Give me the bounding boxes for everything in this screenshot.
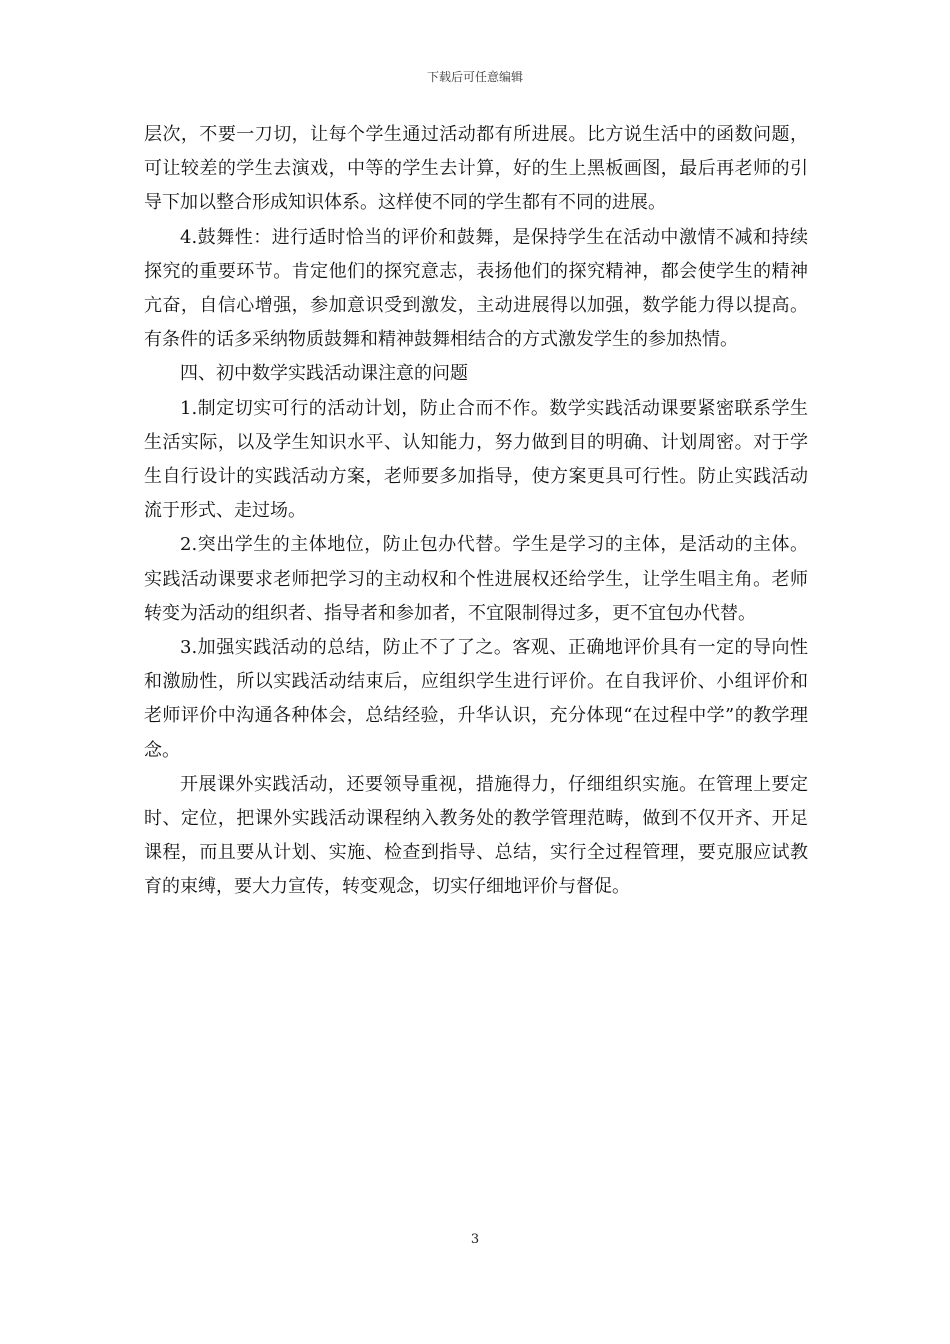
paragraph-management: 开展课外实践活动，还要领导重视，措施得力，仔细组织实施。在管理上要定时、定位，把课外实践活动课程纳入教务处的教学管理范畴，做到不仅开齐、开足课程，而且要从计划、实施、检查到指导、总结，实行全过程管理，要克服应试教育的束缚，要大力宣传，转变观念，切实仔细地评价与督促。 (144, 773, 808, 898)
paragraph-summary: 3.加强实践活动的总结，防止不了了之。客观、正确地评价具有一定的导向性和激励性，所以实践活动结束后，应组织学生进行评价。在自我评价、小组评价和老师评价中沟通各种体会，总结经验，升华认识，充分体现“在过程中学”的教学理念。 (144, 637, 808, 761)
paragraph-activity-plan: 1.制定切实可行的活动计划，防止合而不作。数学实践活动课要紧密联系学生生活实际，以及学生知识水平、认知能力，努力做到目的明确、计划周密。对于学生自行设计的实践活动方案，老师要多加指导，使方案更具可行性。防止实践活动流于形式、走过场。 (144, 397, 808, 522)
document-body (144, 118, 808, 905)
section-heading: 四、初中数学实践活动课注意的问题 (180, 363, 468, 385)
paragraph-continuation: 层次，不要一刀切，让每个学生通过活动都有所进展。比方说生活中的函数问题，可让较差的学生去演戏，中等的学生去计算，好的生上黑板画图，最后再老师的引导下加以整合形成知识体系。这样使不同的学生都有不同的进展。 (144, 124, 808, 214)
paragraph-student-role: 2.突出学生的主体地位，防止包办代替。学生是学习的主体，是活动的主体。实践活动课要求老师把学习的主动权和个性进展权还给学生，让学生唱主角。老师转变为活动的组织者、指导者和参加者，不宜限制得过多，更不宜包办代替。 (144, 534, 808, 624)
page-header: 下载后可任意编辑 (426, 70, 523, 84)
paragraph-encouragement: 4.鼓舞性：进行适时恰当的评价和鼓舞，是保持学生在活动中激情不减和持续探究的重要环节。肯定他们的探究意志，表扬他们的探究精神，都会使学生的精神亢奋，自信心增强，参加意识受到激发，主动进展得以加强，数学能力得以提高。有条件的话多采纳物质鼓舞和精神鼓舞相结合的方式激发学生的参加热情。 (144, 226, 808, 351)
page-number: 3 (470, 1232, 480, 1247)
